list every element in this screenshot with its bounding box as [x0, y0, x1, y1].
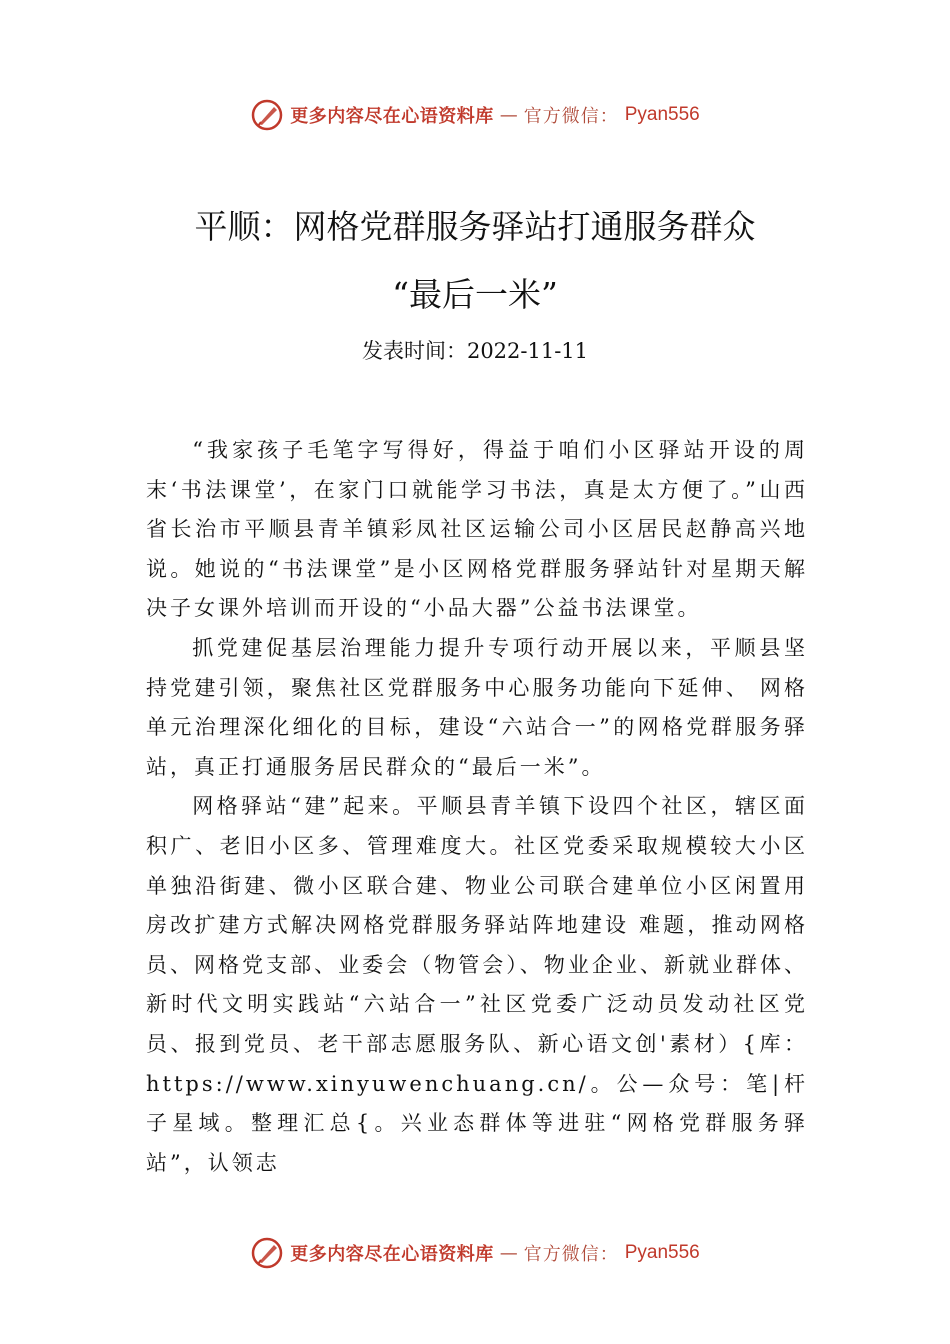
- article-title-line2: “最后一米”: [392, 275, 558, 314]
- quill-logo-icon: [250, 1236, 284, 1270]
- watermark-wechat-id: Pyan556: [624, 1242, 700, 1263]
- publish-date-label: 发表时间：: [361, 339, 467, 363]
- watermark-brand: 更多内容尽在心语资料库: [290, 1244, 494, 1265]
- article-body: [146, 431, 808, 1183]
- publish-date: [100, 336, 850, 366]
- header-watermark: [0, 95, 950, 135]
- footer-watermark: [0, 1233, 950, 1273]
- watermark-wechat-id: Pyan556: [624, 104, 700, 125]
- watermark-separator: —: [499, 104, 518, 126]
- article-title-line1: 平顺：网格党群服务驿站打通服务群众: [194, 207, 756, 246]
- watermark-brand: 更多内容尽在心语资料库: [290, 106, 494, 127]
- watermark-wechat-label: 官方微信：: [523, 106, 619, 127]
- quill-logo-icon: [250, 98, 284, 132]
- paragraph: 抓党建促基层治理能力提升专项行动开展以来，平顺县坚持党建引领，聚焦社区党群服务中心服务功能向下延伸、 网格单元治理深化细化的目标，建设“六站合一”的网格党群服务驿站，真正打通服务居民群众的“最后一米”。: [146, 635, 808, 779]
- watermark-separator: —: [499, 1242, 518, 1264]
- paragraph: 网格驿站“建”起来。平顺县青羊镇下设四个社区，辖区面积广、老旧小区多、管理难度大。社区党委采取规模较大小区单独沿街建、微小区联合建、物业公司联合建单位小区闲置用房改扩建方式解决网格党群服务驿站阵地建设 难题，推动网格员、网格党支部、业委会（物管会）、物业企业、新就业群体、新时代文明实践站“六站合一”社区党委广泛动员发动社区党员、报到党员、老干部志愿服务队、新心语文创'素材）{库：https://www.xinyuwenchuang.cn/。公—众号：笔|杆子星域。整理汇总{。兴业态群体等进驻“网格党群服务驿站”，认领志: [146, 794, 808, 1175]
- publish-date-value: 2022-11-11: [466, 339, 589, 363]
- paragraph: “我家孩子毛笔字写得好，得益于咱们小区驿站开设的周末‘书法课堂’，在家门口就能学习书法，真是太方便了。”山西省长治市平顺县青羊镇彩凤社区运输公司小区居民赵静高兴地说。她说的“书法课堂”是小区网格党群服务驿站针对星期天解决子女课外培训而开设的“小品大器”公益书法课堂。: [146, 438, 808, 621]
- watermark-wechat-label: 官方微信：: [523, 1244, 619, 1265]
